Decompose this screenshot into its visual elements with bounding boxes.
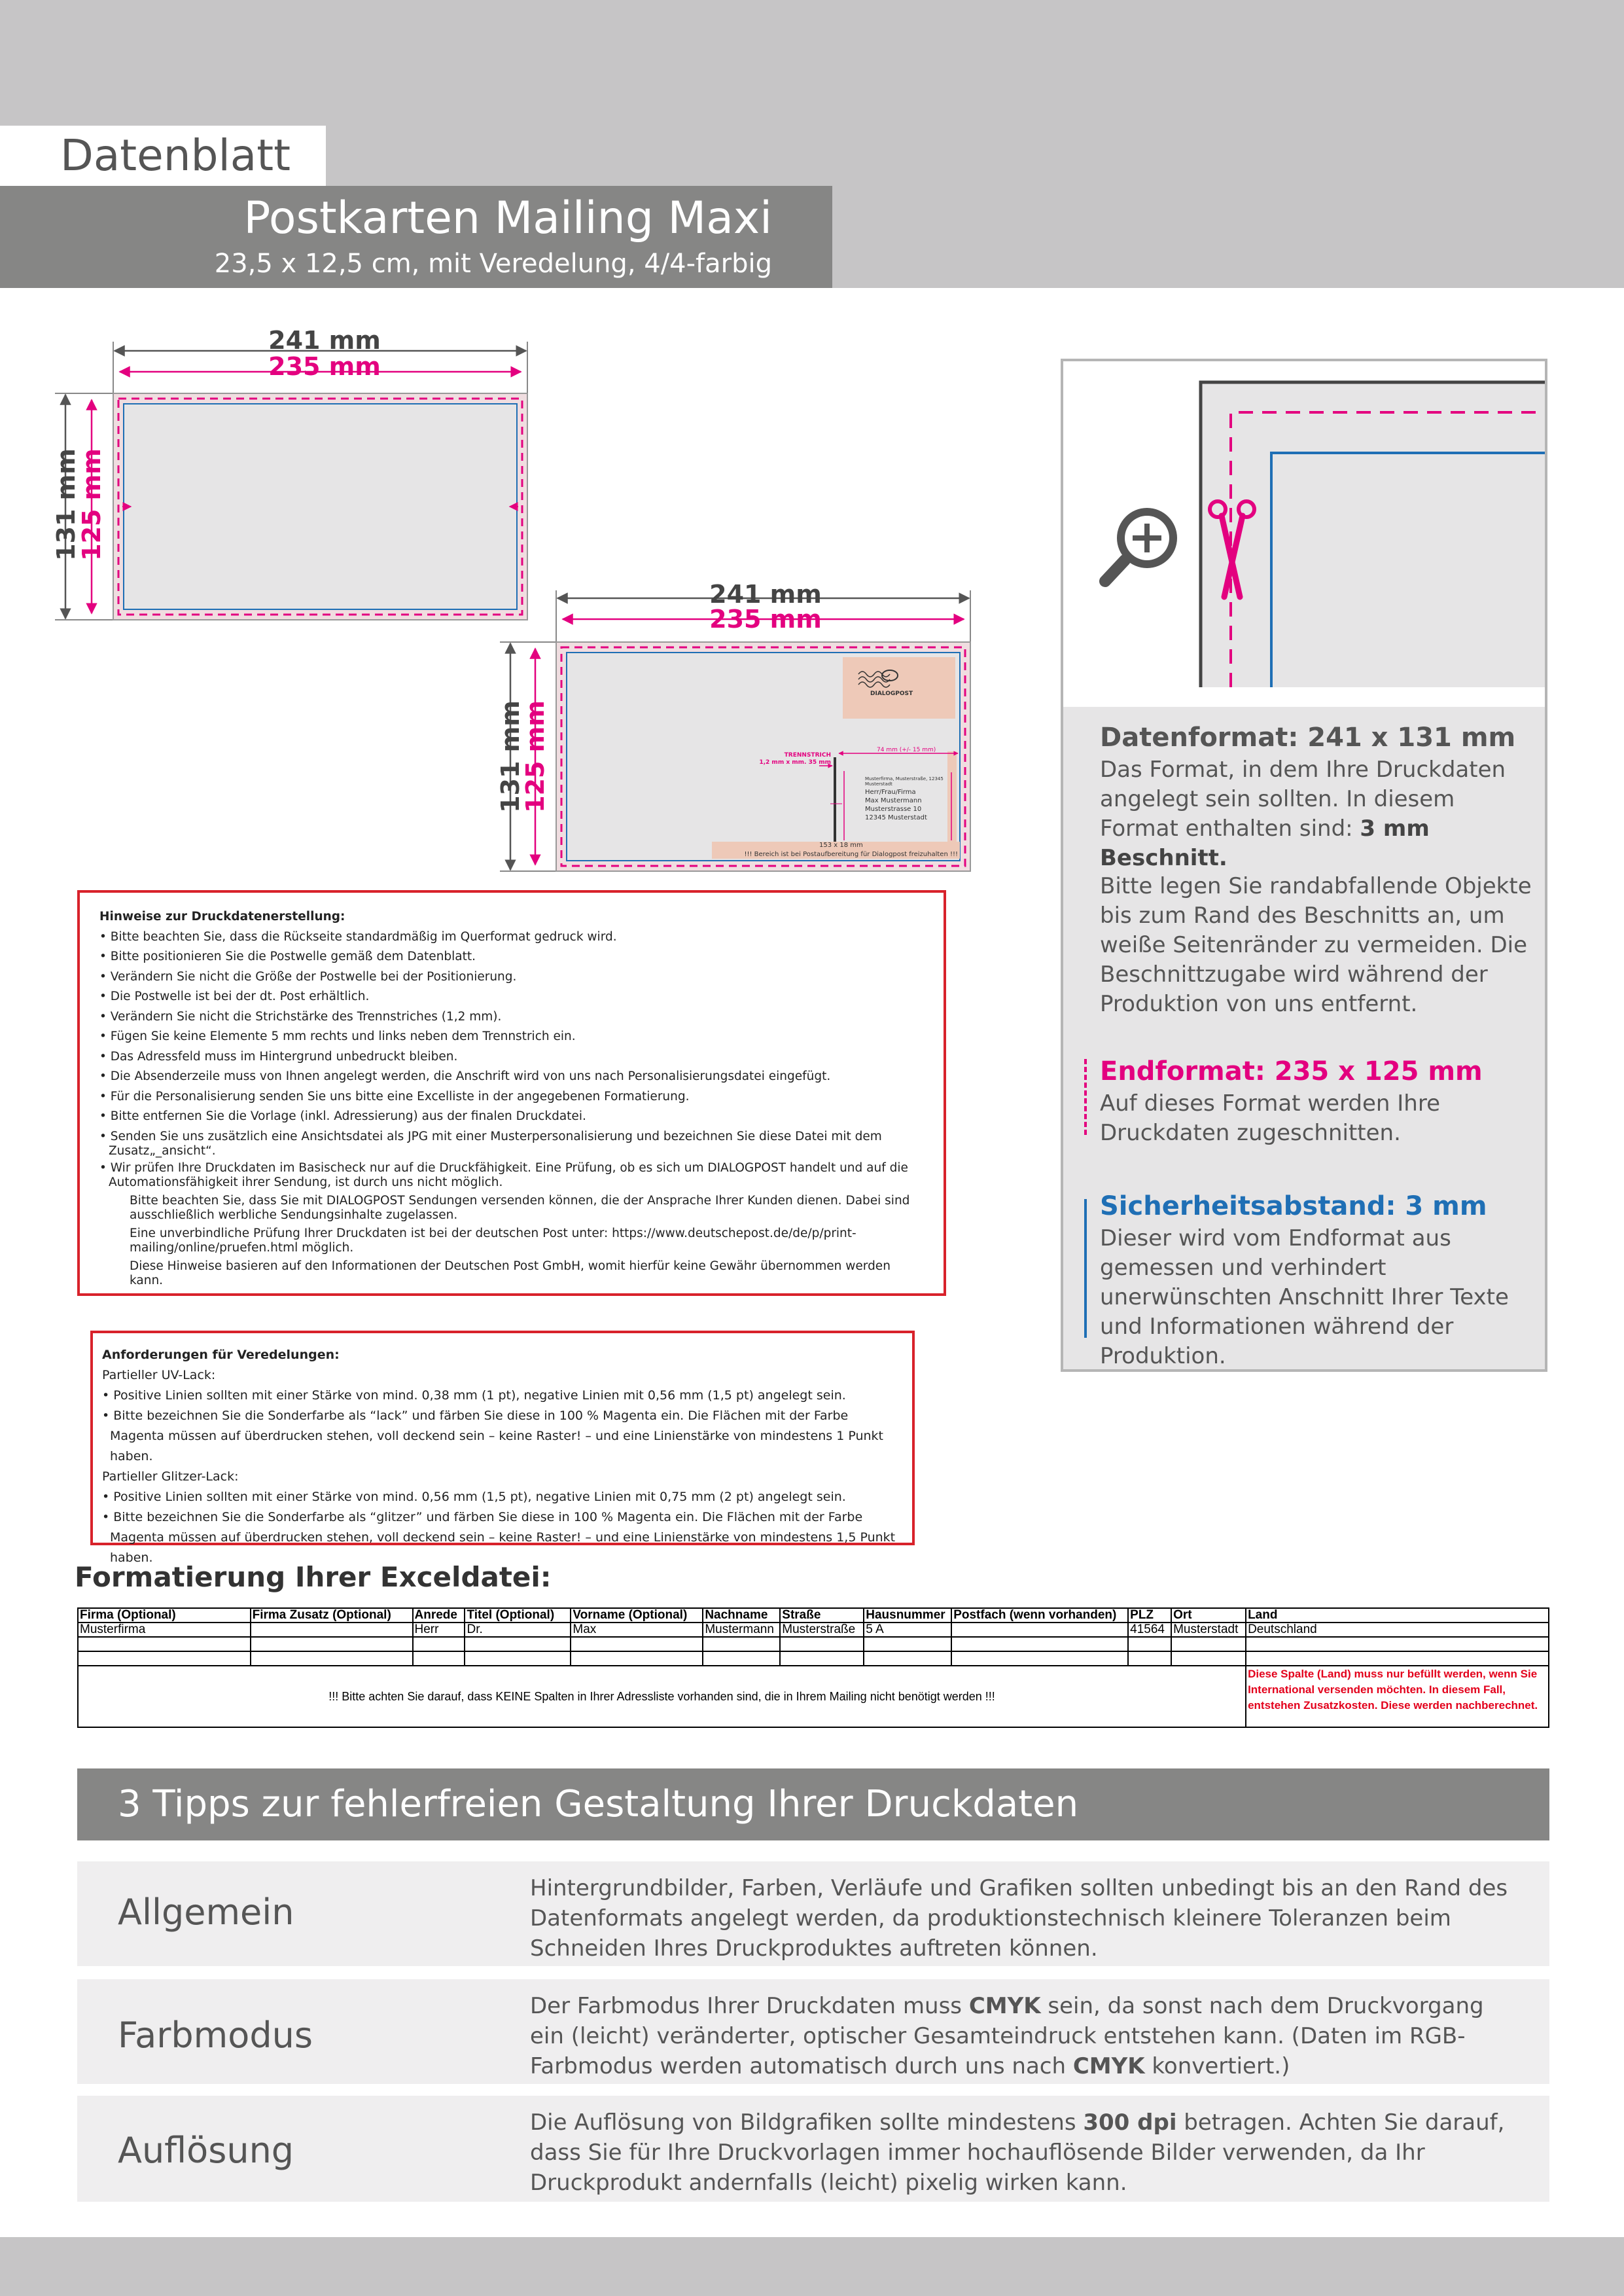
excel-note: !!! Bitte achten Sie darauf, dass KEINE Spalten in Ihrer Adressliste vorhanden sind, die in Ihrem Mailing nicht benötigt werden !!! (78, 1666, 1246, 1727)
glitter-title: Partieller Glitzer-Lack: (102, 1469, 239, 1484)
table-cell: Herr (413, 1623, 465, 1637)
header-cell: Titel (Optional) (465, 1608, 571, 1623)
datenformat-text: Das Format, in dem Ihre Druckdaten angelegt sein sollten. In diesem Format enthalten sind: 3 mm Beschnitt. (1100, 757, 1506, 871)
hinweise-item: • Senden Sie uns zusätzlich eine Ansichtsdatei als JPG mit einer Musterpersonalisierung und bezeichnen Sie diese Datei mit dem Zusatz„_ansicht“. (99, 1129, 882, 1158)
hinweise-item: • Die Absenderzeile muss von Ihnen angelegt werden, die Anschrift wird von uns nach Personalisierungsdatei eingefügt. (99, 1069, 831, 1083)
footer-band (0, 2237, 1624, 2296)
header-cell: Anrede (413, 1608, 465, 1623)
back-outer-height: 131 mm (496, 700, 525, 813)
hinweise-item: • Wir prüfen Ihre Druckdaten im Basischeck nur auf die Druckfähigkeit. Eine Prüfung, ob es sich um DIALOGPOST handelt und auf die Automationsfähigkeit ihrer Sendung, ist durch uns nicht möglich. (99, 1160, 908, 1189)
hinweise-title: Hinweise zur Druckdatenerstellung: (99, 910, 345, 924)
postwelle-title: DIALOGPOST (870, 691, 913, 697)
hinweise-item: • Die Postwelle ist bei der dt. Post erhältlich. (99, 990, 370, 1003)
dim-74mm: 74 mm (+/- 15 mm) (877, 747, 936, 753)
scissors-icon (1206, 492, 1258, 603)
table-cell: Musterfirma (78, 1623, 251, 1637)
glitter-item: • Bitte bezeichnen Sie die Sonderfarbe als “glitzer” und färben Sie diese in 100 % Magenta ein. Die Flächen mit der Farbe Magenta müssen auf überdrucken stehen, voll deckend sein – keine Raster! – und eine Linienstärke von mindestens 1,5 Punkt haben. (102, 1510, 896, 1565)
front-inner-height: 125 mm (77, 448, 106, 561)
dim-153: 153 x 18 mm (819, 842, 863, 849)
table-cell: Max (571, 1623, 703, 1637)
endformat-text: Auf dieses Format werden Ihre Druckdaten zugeschnitten. (1100, 1090, 1440, 1146)
hinweise-box (77, 890, 946, 1296)
uv-item: • Bitte bezeichnen Sie die Sonderfarbe als “lack” und färben Sie diese in 100 % Magenta ein. Die Flächen mit der Farbe Magenta müssen auf überdrucken stehen, voll deckend sein – keine Raster! – und eine Linienstärke von mindestens 1 Punkt haben. (102, 1408, 883, 1463)
free-area-note: !!! Bereich ist bei Postaufbereitung für Dialogpost freizuhalten !!! (744, 851, 958, 858)
header-cell: Firma Zusatz (Optional) (251, 1608, 413, 1623)
zoom-panel (1061, 359, 1547, 717)
hinweise-item: • Das Adressfeld muss im Hintergrund unbedruckt bleiben. (99, 1049, 458, 1064)
table-row (78, 1666, 1549, 1727)
tips-header: 3 Tipps zur fehlerfreien Gestaltung Ihrer Druckdaten (77, 1768, 1549, 1840)
table-cell: Mustermann (703, 1623, 780, 1637)
header-cell: Vorname (Optional) (571, 1608, 703, 1623)
tip-text: Hintergrundbilder, Farben, Verläufe und Grafiken sollten unbedingt bis an den Rand des Datenformats angelegt werden, da produktionstechnisch kleinere Toleranzen beim Schneiden Ihres Druckproduktes auftreten können. (530, 1875, 1508, 1962)
table-cell: Musterstraße (780, 1623, 864, 1637)
table-cell: Musterstadt (1171, 1623, 1246, 1637)
uv-item: • Positive Linien sollten mit einer Stärke von mind. 0,38 mm (1 pt), negative Linien mit 0,56 mm (1,5 pt) angelegt sein. (102, 1388, 846, 1403)
sicherheit-text: Dieser wird vom Endformat aus gemessen und verhindert unerwünschten Anschnitt Ihrer Texte und Informationen während der Produktion. (1100, 1225, 1509, 1369)
endformat-marker (1084, 1059, 1087, 1135)
tip-label: Farbmodus (118, 2015, 313, 2056)
header-cell: Land (1246, 1608, 1549, 1623)
product-title: Postkarten Mailing Maxi (243, 192, 772, 244)
table-cell: Dr. (465, 1623, 571, 1637)
excel-warning: Diese Spalte (Land) muss nur befüllt werden, wenn Sie International versenden möchten. In diesem Fall, entstehen Zusatzkosten. Diese werden nachberechnet. (1246, 1666, 1549, 1727)
excel-title: Formatierung Ihrer Exceldatei: (75, 1561, 552, 1593)
endformat-title: Endformat: 235 x 125 mm (1100, 1056, 1483, 1086)
hinweise-extra: Eine unverbindliche Prüfung Ihrer Druckdaten ist bei der deutschen Post unter: https://www.deutschepost.de/de/p/print-mailing/online/pruefen.html möglich. (130, 1226, 856, 1255)
hinweise-item: • Verändern Sie nicht die Größe der Postwelle bei der Positionierung. (99, 969, 517, 984)
table-cell: 41564 (1128, 1623, 1171, 1637)
title-box (0, 186, 832, 288)
hinweise-extra: Bitte beachten Sie, dass Sie mit DIALOGPOST Sendungen versenden können, die der Ansprache Ihrer Kunden dienen. Dabei sind ausschließlich werbliche Sendungsinhalte zugelassen. (130, 1193, 910, 1222)
sicherheit-title: Sicherheitsabstand: 3 mm (1100, 1191, 1487, 1221)
beschnitt-text: Bitte legen Sie randabfallende Objekte bis zum Rand des Beschnitts an, um weiße Seitenränder zu vermeiden. Die Beschnittzugabe wird während der Produktion von uns entfernt. (1100, 873, 1532, 1017)
glitter-item: • Positive Linien sollten mit einer Stärke von mind. 0,56 mm (1,5 pt), negative Linien mit 0,75 mm (2 pt) angelegt sein. (102, 1490, 846, 1504)
front-outer-height: 131 mm (52, 448, 80, 561)
table-cell: 5 A (864, 1623, 951, 1637)
tip-text: Die Auflösung von Bildgrafiken sollte mindestens 300 dpi betragen. Achten Sie darauf, dass Sie für Ihre Druckvorlagen immer hochauflösende Bilder verwenden, da Ihr Druckprodukt andernfalls (leicht) pixelig wirken kann. (530, 2109, 1505, 2196)
zoom-in-icon (1095, 500, 1186, 592)
uv-title: Partieller UV-Lack: (102, 1368, 216, 1382)
datenformat-title: Datenformat: 241 x 131 mm (1100, 723, 1516, 753)
sender-line: Musterfirma, Musterstraße, 12345 Musterstadt (865, 776, 944, 787)
header-cell: Straße (780, 1608, 864, 1623)
tip-label: Auflösung (118, 2130, 294, 2171)
hinweise-item: • Bitte positionieren Sie die Postwelle gemäß dem Datenblatt. (99, 950, 476, 963)
hinweise-item: • Bitte entfernen Sie die Vorlage (inkl. Adressierung) aus der finalen Druckdatei. (99, 1109, 586, 1123)
table-row (78, 1651, 1549, 1666)
table-cell (951, 1623, 1128, 1637)
back-inner-width: 235 mm (709, 605, 822, 634)
doc-type-label: Datenblatt (0, 126, 326, 186)
hinweise-item: • Verändern Sie nicht die Strichstärke des Trennstriches (1,2 mm). (99, 1009, 502, 1024)
format-info-panel (1061, 707, 1547, 1372)
back-outer-width: 241 mm (709, 580, 822, 609)
back-inner-height: 125 mm (521, 700, 550, 813)
veredelung-title: Anforderungen für Veredelungen: (102, 1348, 340, 1362)
header-cell: Ort (1171, 1608, 1246, 1623)
tip-aufloesung (77, 2096, 1549, 2202)
sicherheit-marker (1084, 1199, 1087, 1338)
hinweise-item: • Fügen Sie keine Elemente 5 mm rechts und links neben dem Trennstrich ein. (99, 1030, 576, 1043)
table-cell (251, 1623, 413, 1637)
trennstrich-label: TRENNSTRICH 1,2 mm x mm. 35 mm (759, 752, 831, 766)
tip-text: Der Farbmodus Ihrer Druckdaten muss CMYK sein, da sonst nach dem Druckvorgang ein (leicht) veränderter, optischer Gesamteindruck entstehen kann. (Daten im RGB-Farbmodus werden automatisch durch uns nach CMYK konvertiert.) (530, 1993, 1484, 2079)
tip-label: Allgemein (118, 1892, 294, 1933)
header-cell: Postfach (wenn vorhanden) (951, 1608, 1128, 1623)
front-inner-width: 235 mm (268, 352, 381, 381)
header-cell: PLZ (1128, 1608, 1171, 1623)
tip-farbmodus (77, 1979, 1549, 2084)
front-outer-width: 241 mm (268, 326, 381, 355)
header-cell: Firma (Optional) (78, 1608, 251, 1623)
table-cell: Deutschland (1246, 1623, 1549, 1637)
hinweise-item: • Bitte beachten Sie, dass die Rückseite standardmäßig im Querformat gedruck wird. (99, 929, 617, 944)
table-row (78, 1608, 1549, 1623)
product-spec: 23,5 x 12,5 cm, mit Veredelung, 4/4-farbig (214, 249, 772, 279)
tip-allgemein (77, 1861, 1549, 1966)
table-row (78, 1623, 1549, 1637)
address-block: Herr/Frau/Firma Max Mustermann Musterstrasse 10 12345 Musterstadt (865, 789, 927, 821)
hinweise-extra: Diese Hinweise basieren auf den Informationen der Deutschen Post GmbH, womit hierfür keine Gewähr übernommen werden kann. (130, 1259, 891, 1287)
header-cell: Hausnummer (864, 1608, 951, 1623)
header-cell: Nachname (703, 1608, 780, 1623)
hinweise-item: • Für die Personalisierung senden Sie uns bitte eine Excelliste in der angegebenen Formatierung. (99, 1089, 690, 1103)
excel-format-table (77, 1607, 1549, 1728)
veredelung-box (90, 1331, 915, 1565)
table-row (78, 1637, 1549, 1651)
